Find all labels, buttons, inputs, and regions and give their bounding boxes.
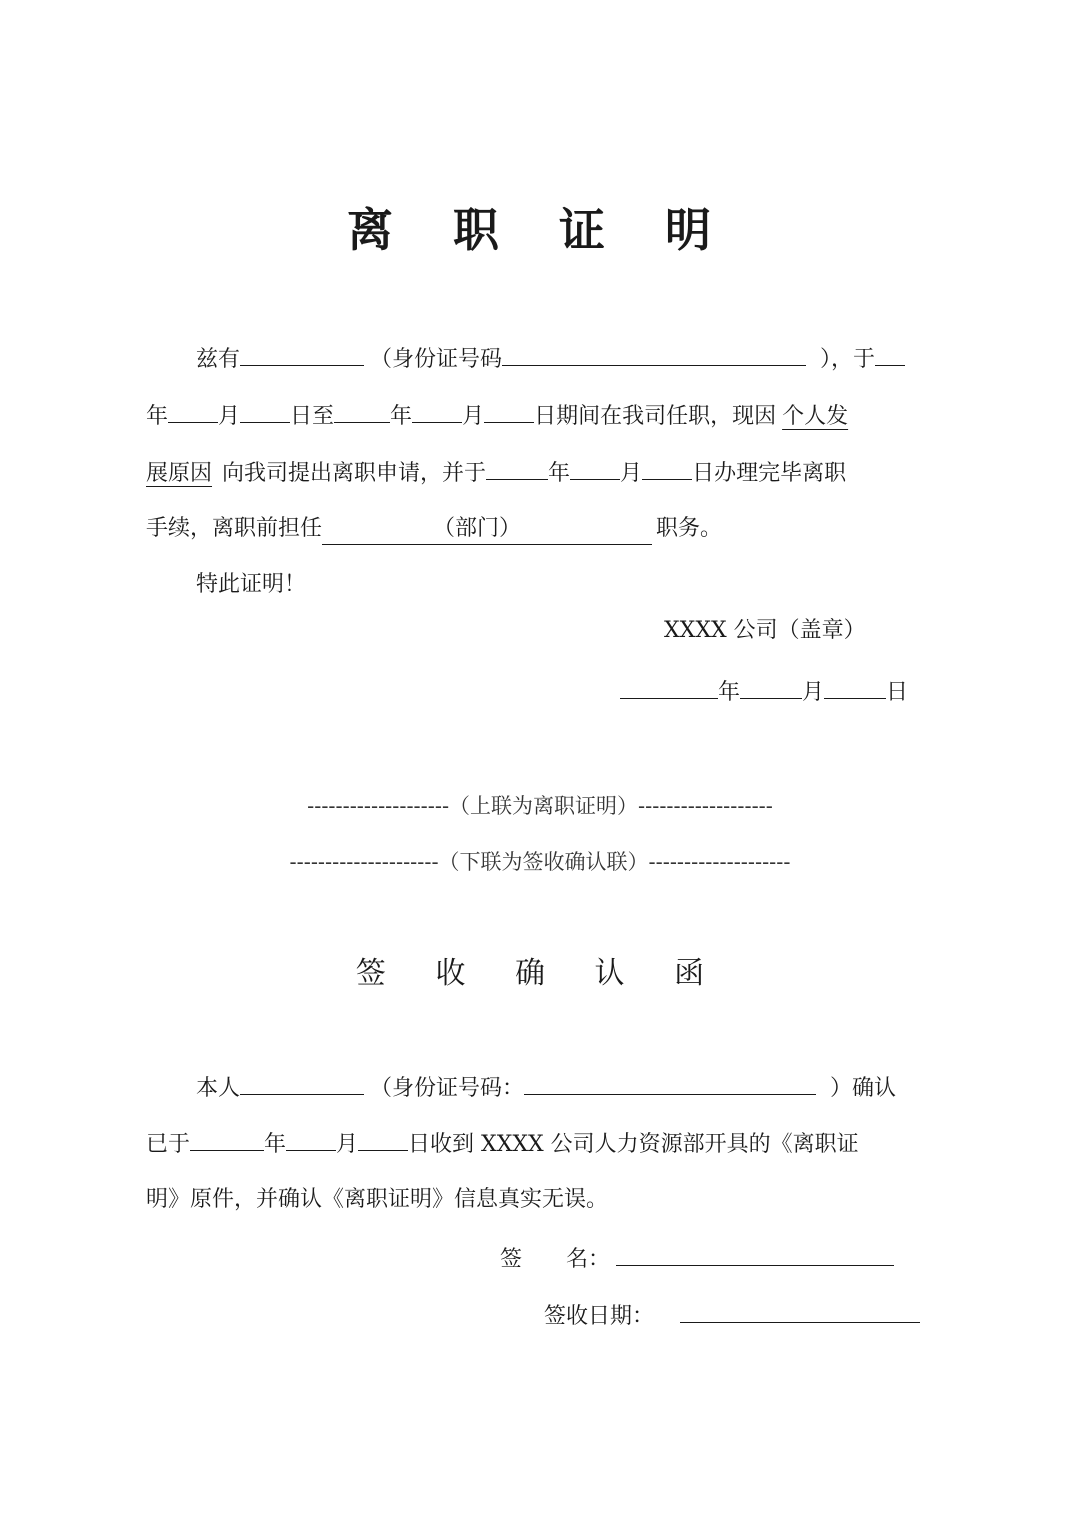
text-receipt-yue: 月 — [336, 1132, 359, 1157]
signature-row — [500, 1243, 894, 1275]
cert-line-2 — [146, 400, 848, 432]
company-stamp: XXXX 公司（盖章） — [664, 618, 866, 643]
cert-line-1 — [196, 343, 905, 375]
receipt-year-blank[interactable] — [190, 1128, 264, 1151]
reason-text-part2: 展原因 — [146, 461, 213, 486]
signature-label: 签 名： — [500, 1247, 611, 1272]
text-cert-yue: 月 — [802, 680, 825, 705]
text-yue-2: 月 — [462, 404, 485, 429]
end-year-blank[interactable] — [334, 400, 390, 423]
leave-month-blank[interactable] — [570, 457, 620, 480]
text-nian-3: 年 — [548, 461, 571, 486]
text-cert-nian: 年 — [718, 680, 741, 705]
text-yue: 月 — [218, 404, 241, 429]
text-id-label: （身份证号码 — [370, 347, 503, 372]
text-confirm: ）确认 — [830, 1076, 897, 1101]
sign-date-blank[interactable] — [680, 1300, 920, 1323]
text-received: 日收到 XXXX 公司人力资源部开具的《离职证 — [408, 1132, 859, 1157]
text-employment-period: 日期间在我司任职，现因 — [534, 404, 777, 429]
text-position-label: 手续，离职前担任 — [146, 516, 323, 541]
text-ri-zhi: 日至 — [290, 404, 335, 429]
dept-label: （部门） — [433, 516, 522, 541]
text-ziyou: 兹有 — [196, 347, 241, 372]
text-cert-ri: 日 — [886, 680, 909, 705]
cert-line-4 — [146, 514, 722, 545]
text-receipt-id-label: （身份证号码： — [370, 1076, 525, 1101]
receipt-line-2 — [146, 1128, 859, 1160]
receipt-month-blank[interactable] — [286, 1128, 336, 1151]
receipt-title: 签 收 确 认 函 — [355, 956, 725, 991]
text-zhiwu: 职务。 — [656, 516, 723, 541]
text-benren: 本人 — [196, 1076, 241, 1101]
text-nian-2: 年 — [390, 404, 413, 429]
cert-year-blank[interactable] — [620, 676, 718, 699]
text-yu: ），于 — [820, 347, 876, 372]
receipt-line-1 — [196, 1072, 896, 1104]
text-application: 向我司提出离职申请，并于 — [222, 461, 487, 486]
sign-date-row — [544, 1300, 920, 1332]
department-position-blank[interactable] — [322, 514, 652, 545]
receipt-day-blank[interactable] — [358, 1128, 408, 1151]
leave-day-blank[interactable] — [642, 457, 692, 480]
sign-date-label: 签收日期： — [544, 1304, 655, 1329]
cert-day-blank[interactable] — [824, 676, 886, 699]
name-blank[interactable] — [240, 343, 364, 366]
separator-lower: ---------------------（下联为签收确认联）-------------------- — [289, 850, 791, 874]
cert-date-line — [620, 676, 908, 708]
certificate-title: 离 职 证 明 — [346, 203, 734, 257]
text-yue-3: 月 — [620, 461, 643, 486]
cert-month-blank[interactable] — [740, 676, 802, 699]
text-procedure: 日办理完毕离职 — [692, 461, 847, 486]
reason-text-part1: 个人发 — [782, 404, 849, 429]
end-day-blank[interactable] — [484, 400, 534, 423]
start-day-blank[interactable] — [240, 400, 290, 423]
signature-blank[interactable] — [616, 1243, 894, 1266]
id-number-blank[interactable] — [502, 343, 806, 366]
receipt-line-3: 明》原件，并确认《离职证明》信息真实无误。 — [146, 1187, 609, 1212]
closing-text: 特此证明！ — [196, 572, 307, 597]
receipt-name-blank[interactable] — [240, 1072, 364, 1095]
receipt-id-number-blank[interactable] — [524, 1072, 816, 1095]
text-receipt-nian: 年 — [264, 1132, 287, 1157]
end-month-blank[interactable] — [412, 400, 462, 423]
start-year-blank-part[interactable] — [875, 343, 905, 366]
leave-year-blank[interactable] — [486, 457, 548, 480]
start-month-blank[interactable] — [168, 400, 218, 423]
text-nian: 年 — [146, 404, 169, 429]
cert-line-3 — [146, 457, 846, 489]
separator-upper: --------------------（上联为离职证明）------------------- — [307, 794, 773, 818]
text-yiyu: 已于 — [146, 1132, 191, 1157]
